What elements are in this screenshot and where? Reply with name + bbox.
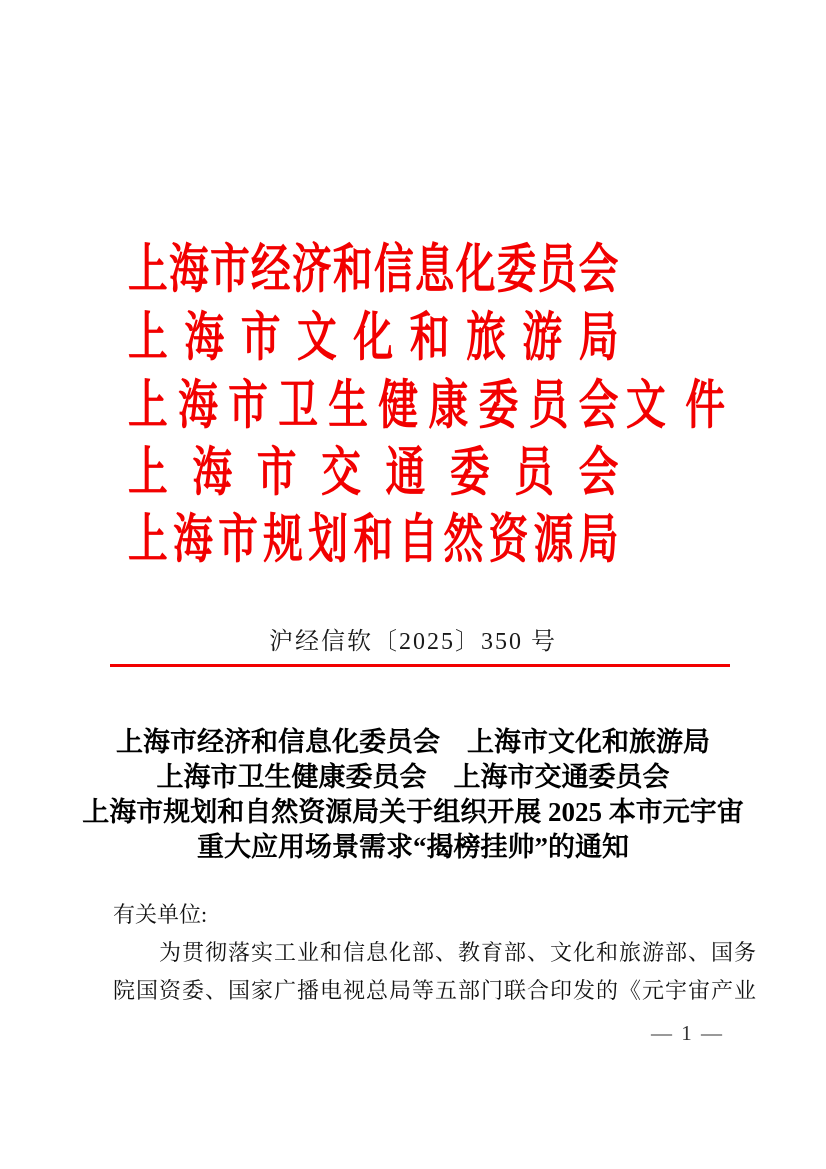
letterhead-agency-5: 上 海 市 规 划 和 自 然 资 源 局	[128, 511, 619, 569]
paragraph-line-2: 院国资委、国家广播电视总局等五部门联合印发的《元宇宙产业	[113, 978, 758, 1003]
letterhead-agency-2: 上 海 市 文 化 和 旅 游 局	[128, 309, 619, 367]
letterhead-divider-rule	[110, 664, 730, 667]
letterhead-agency-1: 上 海 市 经 济 和 信 息 化 委 员 会	[128, 241, 619, 299]
document-body	[113, 896, 758, 1010]
title-line-1: 上海市经济和信息化委员会 上海市文化和旅游局	[116, 727, 710, 757]
letterhead-doc-type-label: 文 件	[626, 377, 725, 435]
page-number: — 1 —	[651, 1021, 724, 1045]
title-line-4: 重大应用场景需求“揭榜挂帅”的通知	[197, 832, 629, 862]
document-number: 沪经信软〔2025〕350 号	[269, 629, 557, 655]
salutation-line: 有关单位:	[113, 902, 208, 927]
letterhead	[128, 241, 725, 573]
paragraph-line-1: 为贯彻落实工业和信息化部、教育部、文化和旅游部、国务	[159, 940, 758, 965]
title-line-2: 上海市卫生健康委员会 上海市交通委员会	[156, 762, 670, 792]
letterhead-agency-3: 上 海 市 卫 生 健 康 委 员 会	[128, 377, 619, 435]
title-line-3: 上海市规划和自然资源局关于组织开展 2025 本市元宇宙	[82, 797, 744, 827]
letterhead-agency-4: 上 海 市 交 通 委 员 会	[128, 444, 619, 502]
document-title	[40, 725, 786, 865]
